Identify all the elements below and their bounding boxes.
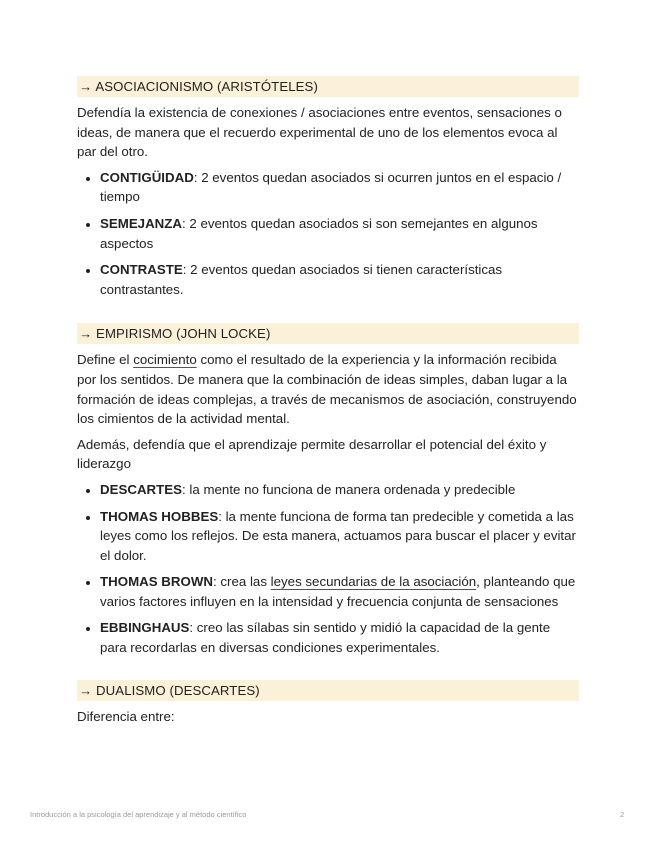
list-item [100,214,579,253]
document-page [77,76,579,726]
definition: : la mente no funciona de manera ordenada y predecible [182,481,516,497]
term: THOMAS HOBBES [100,508,219,524]
section-paragraph: Diferencia entre: [77,708,175,724]
section-heading: → DUALISMO (DESCARTES) [77,680,579,701]
section-asociacionismo [77,76,579,299]
term: DESCARTES [100,481,183,497]
definition: : crea las [213,574,271,590]
term: SEMEJANZA [100,215,183,231]
underlined-term: leyes secundarias de la asociación [270,574,477,590]
text-span: Define el [77,352,134,368]
list-item [100,572,579,611]
section-heading: → EMPIRISMO (JOHN LOCKE) [77,323,579,344]
definition: : 2 eventos quedan asociados si son semejantes en algunos aspectos [100,215,538,251]
section-empirismo [77,323,579,657]
list-item [100,168,579,207]
page-number: 2 [620,810,625,819]
underlined-term: cocimiento [133,352,197,368]
section-paragraph: Defendía la existencia de conexiones / asociaciones entre eventos, sensaciones o ideas, de manera que el recuerdo experimental de uno de los elementos evoca al par del otro. [77,105,562,160]
definition: , planteando que varios factores influyen en la intensidad y frecuencia conjunta de sensaciones [100,574,576,609]
term: CONTRASTE [100,262,183,278]
term: THOMAS BROWN [100,574,214,590]
definition: : creo las sílabas sin sentido y midió la capacidad de la gente para recordarlas en diversas condiciones experimentales. [100,620,551,656]
list-item [100,480,579,500]
section-dualismo [77,680,579,727]
term: EBBINGHAUS [100,620,190,636]
section-paragraph [77,350,579,428]
definition: : 2 eventos quedan asociados si ocurren juntos en el espacio / tiempo [100,169,562,205]
list-item [100,618,579,657]
list-item [100,260,579,299]
bullet-list [77,168,579,300]
term: CONTIGÜIDAD [100,169,194,185]
section-paragraph: Además, defendía que el aprendizaje permite desarrollar el potencial del éxito y liderazgo [77,436,547,472]
footer-title: Introducción a la psicología del aprendizaje y al método científico [30,810,247,819]
definition: : la mente funciona de forma tan predecible y cometida a las leyes como los reflejos. De esta manera, actuamos para buscar el placer y evitar el dolor. [100,508,576,563]
section-heading: → ASOCIACIONISMO (ARISTÓTELES) [77,76,579,97]
bullet-list [77,480,579,658]
definition: : 2 eventos quedan asociados si tienen características contrastantes. [100,262,503,297]
list-item [100,507,579,566]
text-span: como el resultado de la experiencia y la información recibida por los sentidos. De manera que la combinación de ideas simples, daban lugar a la formación de ideas complejas, a través de mecanismos de asociación, construyendo los cimientos de la actividad mental. [77,352,577,427]
